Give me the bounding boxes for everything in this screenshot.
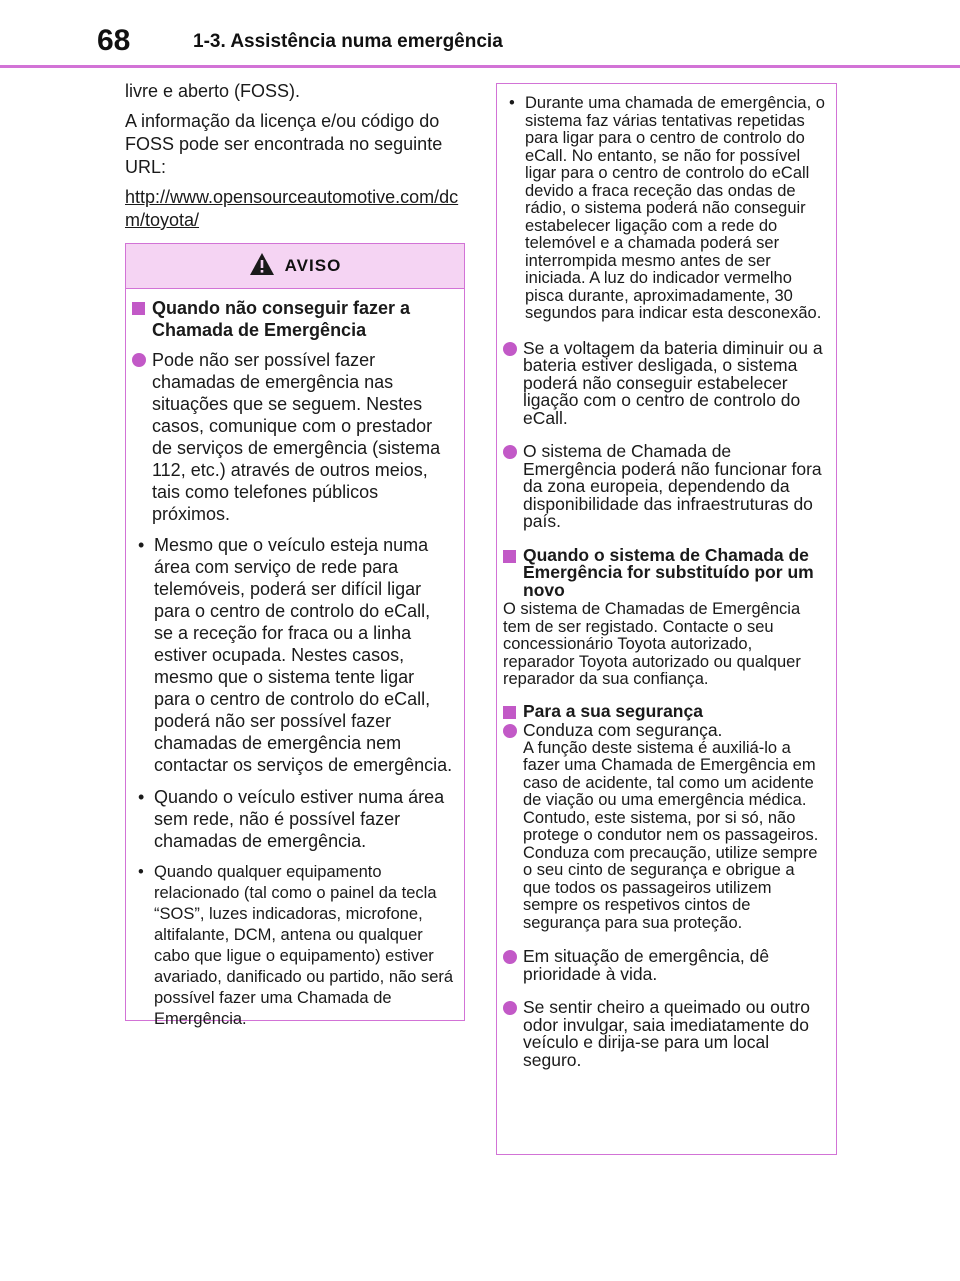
list-item: • Quando o veículo estiver numa área sem rede, não é possível fazer chamadas de emergência.: [132, 786, 454, 852]
list-item: [503, 722, 826, 932]
warning-continued-body: [497, 84, 836, 1069]
section-heading: Quando o sistema de Chamada de Emergência for substituído por um novo: [503, 547, 826, 600]
square-bullet-icon: [132, 302, 145, 315]
section-heading: Para a sua segurança: [503, 703, 826, 721]
warning-box: [125, 243, 465, 1028]
warning-header: [126, 244, 464, 289]
dot-bullet-icon: •: [138, 863, 144, 881]
section-title: 1-3. Assistência numa emergência: [193, 31, 503, 52]
registration-paragraph: O sistema de Chamadas de Emergência tem de ser registado. Contacte o seu concessionário Toyota autorizado, reparador Toyota autorizado ou qualquer reparador da sua confiança.: [503, 600, 801, 688]
dot-bullet-icon: •: [138, 535, 145, 555]
license-url-link[interactable]: http://www.opensourceautomotive.com/dcm/toyota/: [125, 187, 459, 230]
list-item: • Mesmo que o veículo esteja numa área com serviço de rede para telemóveis, poderá ser difícil ligar para o centro de controlo do eCall, se a receção for fraca ou a linha estiver ocupada. Nestes casos, mesmo que o sistema tente ligar para o centro de controlo do eCall, poderá não ser possível fazer chamadas de emergência nem contactar os serviços de emergência.: [132, 534, 454, 776]
list-item: • Quando qualquer equipamento relacionado (tal como o painel da tecla “SOS”, luzes indicadoras, microfone, altifalante, DCM, antena ou qualquer cabo que ligue o equipamento) estiver avariado, danificado ou partido, não será possível fazer uma Chamada de Emergência.: [132, 862, 454, 1030]
dot-bullet-icon: •: [509, 94, 515, 112]
list-item: Se a voltagem da bateria diminuir ou a bateria estiver desligada, o sistema poderá não conseguir estabelecer ligação com o centro de controlo do eCall.: [503, 340, 826, 428]
circle-bullet-icon: [503, 1001, 517, 1015]
intro-text: [125, 80, 470, 239]
circle-bullet-icon: [503, 724, 517, 738]
intro-paragraph-1: livre e aberto (FOSS).: [125, 81, 301, 101]
warning-triangle-icon: [249, 252, 275, 281]
list-item: • Durante uma chamada de emergência, o sistema faz várias tentativas repetidas para ligar para o centro de controlo do eCall. No entanto, se não for possível ligar para o centro de controlo do eCall devido a fraca receção das ondas de rádio, o sistema poderá não conseguir estabelecer ligação com a rede do telemóvel e a chamada poderá ser interrompida mesmo antes de ser iniciada. A luz do indicador vermelho pisca durante, aproximadamente, 30 segundos para indicar esta desconexão.: [503, 95, 826, 323]
safety-body: A função deste sistema é auxiliá-lo a fazer uma Chamada de Emergência em caso de acidente, tal como um acidente de viação ou uma emergência médica. Contudo, este sistema, por si só, não protege o condutor nem os passageiros. Conduza com precaução, utilize sempre o seu cinto de segurança e obrigue a que todos os passageiros utilizem sempre os respetivos cintos de segurança para sua proteção.: [523, 738, 819, 932]
circle-bullet-icon: [132, 353, 146, 367]
list-item: O sistema de Chamada de Emergência poderá não funcionar fora da zona europeia, dependendo da disponibilidade das infraestruturas do país.: [503, 443, 826, 531]
page-header: [0, 0, 960, 70]
header-divider: [0, 65, 960, 68]
warning-continued-box: [496, 83, 837, 1155]
list-item: Pode não ser possível fazer chamadas de emergência nas situações que se seguem. Nestes casos, comunique com o prestador de serviços de emergência (sistema 112, etc.) através de outros meios, tais como telefones públicos próximos.: [132, 349, 454, 525]
circle-bullet-icon: [503, 445, 517, 459]
warning-title: AVISO: [284, 256, 342, 275]
warning-heading: Quando não conseguir fazer a Chamada de Emergência: [132, 297, 454, 341]
safety-lead: Conduza com segurança.: [523, 720, 723, 740]
page-number: 68: [97, 24, 131, 57]
square-bullet-icon: [503, 550, 516, 563]
list-item: Em situação de emergência, dê prioridade à vida.: [503, 948, 826, 983]
warning-body: [126, 289, 464, 1030]
list-item: Se sentir cheiro a queimado ou outro odor invulgar, saia imediatamente do veículo e dirija-se para um local seguro.: [503, 999, 826, 1069]
circle-bullet-icon: [503, 950, 517, 964]
circle-bullet-icon: [503, 342, 517, 356]
dot-bullet-icon: •: [138, 787, 145, 807]
square-bullet-icon: [503, 706, 516, 719]
intro-paragraph-2: A informação da licença e/ou código do FOSS pode ser encontrada no seguinte URL:: [125, 111, 443, 177]
